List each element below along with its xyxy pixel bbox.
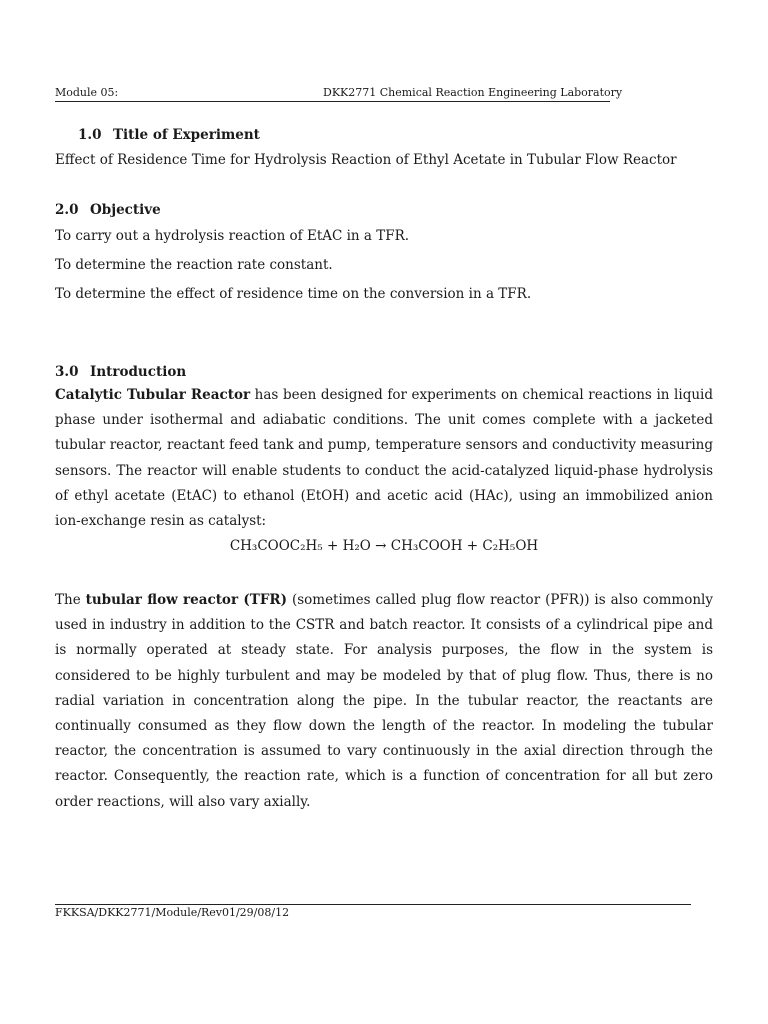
section-2-heading (55, 202, 161, 218)
intro-bold-term: Catalytic Tubular Reactor (55, 387, 251, 403)
intro-paragraph-2-lead: The (55, 592, 86, 608)
header-course: DKK2771 Chemical Reaction Engineering Laboratory (323, 86, 623, 99)
section-1-title: Title of Experiment (113, 127, 260, 143)
reaction-equation: CH₃COOC₂H₅ + H₂O → CH₃COOH + C₂H₅OH (229, 538, 539, 554)
objective-item: To determine the effect of residence time on the conversion in a TFR. (55, 286, 532, 302)
section-2-number: 2.0 (55, 202, 79, 218)
page-header (55, 86, 623, 102)
header-module: Module 05: (55, 86, 119, 99)
intro-paragraph-1 (55, 383, 713, 534)
footer-code: FKKSA/DKK2771/Module/Rev01/29/08/12 (55, 906, 290, 919)
objective-item: To determine the reaction rate constant. (55, 257, 333, 273)
intro-paragraph-2-bold-term: tubular flow reactor (TFR) (85, 592, 288, 608)
experiment-title: Effect of Residence Time for Hydrolysis Reaction of Ethyl Acetate in Tubular Flow Reactor (55, 152, 677, 168)
intro-paragraph-2-text: (sometimes called plug flow reactor (PFR)) is also commonly used in industry in addition to the CSTR and batch reactor. It consists of a cylindrical pipe and is normally operated at steady state. For analysis purposes, the flow in the system is considered to be highly turbulent and may be modeled by that of plug flow. Thus, there is no radial variation in concentration along the pipe. In the tubular reactor, the reactants are continually consumed as they flow down the length of the reactor. In modeling the tubular reactor, the concentration is assumed to vary continuously in the axial direction through the reactor. Consequently, the reaction rate, which is a function of concentration for all but zero order reactions, will also vary axially. (55, 592, 713, 810)
section-2-title: Objective (90, 202, 161, 218)
objective-item: To carry out a hydrolysis reaction of EtAC in a TFR. (55, 228, 410, 244)
intro-paragraph-1-text: has been designed for experiments on chemical reactions in liquid phase under isothermal and adiabatic conditions. The unit comes complete with a jacketed tubular reactor, reactant feed tank and pump, temperature sensors and conductivity measuring sensors. The reactor will enable students to conduct the acid-catalyzed liquid-phase hydrolysis of ethyl acetate (EtAC) to ethanol (EtOH) and acetic acid (HAc), using an immobilized anion ion-exchange resin as catalyst: (55, 387, 713, 530)
section-1-number: 1.0 (78, 127, 102, 143)
section-3-heading (55, 364, 186, 380)
section-3-number: 3.0 (55, 364, 79, 380)
intro-paragraph-2 (55, 588, 713, 815)
footer-divider (55, 904, 691, 905)
section-1-heading (78, 127, 260, 143)
section-3-title: Introduction (90, 364, 187, 380)
